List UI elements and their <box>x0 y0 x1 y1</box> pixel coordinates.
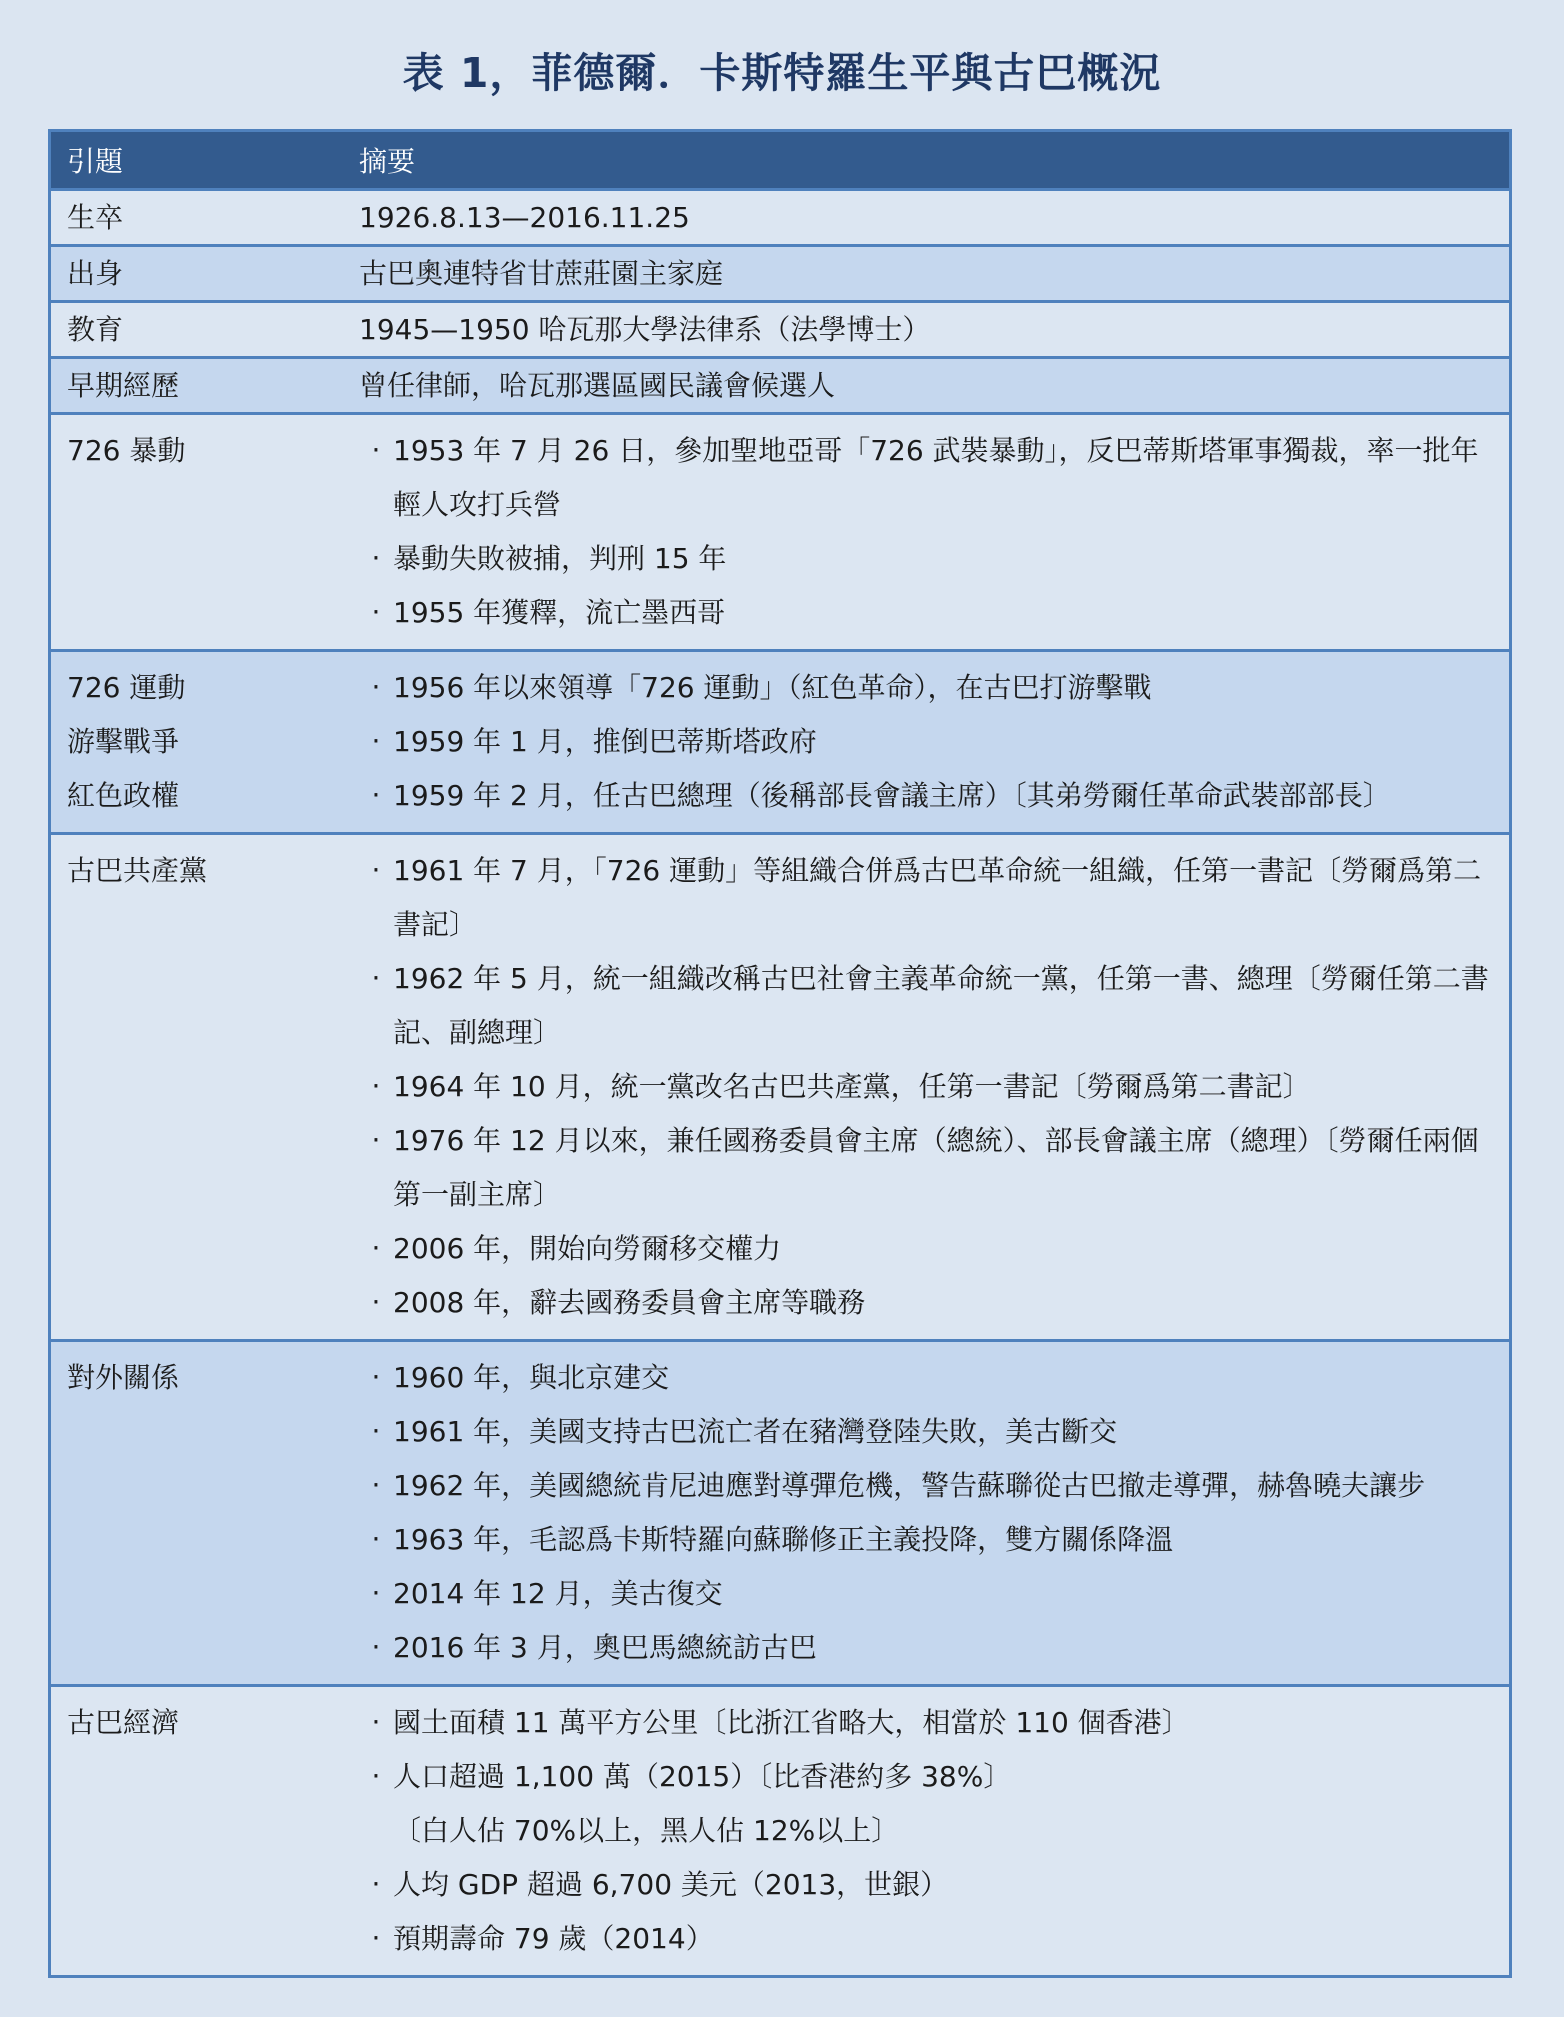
bullet-dot: ‧ <box>371 596 381 629</box>
bullet-dot: ‧ <box>371 1760 381 1793</box>
bullet-item: ‧ 1960 年，與北京建交 <box>359 1351 1495 1405</box>
bullet-item: ‧ 1955 年獲釋，流亡墨西哥 <box>359 586 1495 640</box>
bullet-item: ‧ 2014 年 12 月，美古復交 <box>359 1567 1495 1621</box>
row-topic <box>51 415 359 649</box>
row-topic: 生卒 <box>67 201 124 234</box>
row-summary: 1926.8.13—2016.11.25 <box>359 201 690 234</box>
row-topic <box>51 1342 359 1684</box>
table-row <box>51 188 1509 244</box>
bullet-item: ‧ 1961 年，美國支持古巴流亡者在豬灣登陸失敗，美古斷交 <box>359 1405 1495 1459</box>
header-topic: 引題 <box>67 145 124 178</box>
bullet-dot: ‧ <box>371 1577 381 1610</box>
bullet-item: ‧ 2016 年 3 月，奧巴馬總統訪古巴 <box>359 1621 1495 1675</box>
table-row <box>51 1684 1509 1975</box>
bullet-dot: ‧ <box>371 1124 381 1157</box>
row-summary: 古巴奧連特省甘蔗莊園主家庭 <box>359 257 724 290</box>
topic-line: 對外關係 <box>67 1361 180 1394</box>
bullet-dot: ‧ <box>371 1523 381 1556</box>
bullet-item: ‧ 2008 年，辭去國務委員會主席等職務 <box>359 1276 1495 1330</box>
topic-line: 726 運動 <box>67 671 186 704</box>
row-summary: 1945—1950 哈瓦那大學法律系（法學博士） <box>359 313 931 346</box>
bullet-item: ‧ 1959 年 2 月，任古巴總理（後稱部長會議主席）〔其弟勞爾任革命武裝部部長〕 <box>359 769 1495 823</box>
bullet-item: ‧ 1963 年，毛認爲卡斯特羅向蘇聯修正主義投降，雙方關係降溫 <box>359 1513 1495 1567</box>
table-row <box>51 1339 1509 1684</box>
bullet-item: ‧ 國土面積 11 萬平方公里〔比浙江省略大，相當於 110 個香港〕 <box>359 1696 1495 1750</box>
bullet-dot: ‧ <box>371 1232 381 1265</box>
table-header <box>51 132 1509 188</box>
bullet-dot: ‧ <box>371 434 381 467</box>
row-summary <box>359 835 1509 1339</box>
bullet-dot: ‧ <box>371 779 381 812</box>
bullet-item: ‧ 暴動失敗被捕，判刑 15 年 <box>359 532 1495 586</box>
table-row <box>51 412 1509 649</box>
row-topic <box>51 1687 359 1975</box>
bullet-dot: ‧ <box>371 1070 381 1103</box>
table-row <box>51 649 1509 832</box>
bullet-dot: ‧ <box>371 854 381 887</box>
row-summary <box>359 415 1509 649</box>
bullet-dot: ‧ <box>371 1361 381 1394</box>
row-topic: 教育 <box>67 313 124 346</box>
bullet-dot: ‧ <box>371 1286 381 1319</box>
bullet-dot: ‧ <box>371 542 381 575</box>
bullet-continuation: 〔白人佔 70%以上，黑人佔 12%以上〕 <box>393 1814 900 1847</box>
bullet-item: ‧ 預期壽命 79 歲（2014） <box>359 1912 1495 1966</box>
bullet-item: ‧ 1976 年 12 月以來，兼任國務委員會主席（總統）、部長會議主席（總理）〔勞爾任兩個第一副主席〕 <box>359 1114 1495 1222</box>
bullet-dot: ‧ <box>371 725 381 758</box>
bullet-dot: ‧ <box>371 1706 381 1739</box>
row-summary <box>359 652 1509 832</box>
page-title: 表 1，菲德爾．卡斯特羅生平與古巴概況 <box>402 49 1162 97</box>
row-summary <box>359 1687 1509 1975</box>
bullet-item: ‧ 1959 年 1 月，推倒巴蒂斯塔政府 <box>359 715 1495 769</box>
bullet-dot: ‧ <box>371 962 381 995</box>
topic-line: 古巴經濟 <box>67 1706 180 1739</box>
bullet-dot: ‧ <box>371 1415 381 1448</box>
bullet-item: ‧ 2006 年，開始向勞爾移交權力 <box>359 1222 1495 1276</box>
bullet-dot: ‧ <box>371 1631 381 1664</box>
bullet-item: ‧ 人口超過 1,100 萬（2015）〔比香港約多 38%〕 <box>359 1750 1495 1804</box>
table-row <box>51 356 1509 412</box>
bullet-item: ‧ 1953 年 7 月 26 日，參加聖地亞哥「726 武裝暴動」，反巴蒂斯塔軍事獨裁，率一批年輕人攻打兵營 <box>359 424 1495 532</box>
table-row <box>51 244 1509 300</box>
row-summary: 曾任律師，哈瓦那選區國民議會候選人 <box>359 369 836 402</box>
row-topic: 出身 <box>67 257 124 290</box>
bullet-dot: ‧ <box>371 1469 381 1502</box>
row-topic: 早期經歷 <box>67 369 180 402</box>
row-topic <box>51 835 359 1339</box>
table-row <box>51 300 1509 356</box>
topic-line: 726 暴動 <box>67 434 186 467</box>
header-summary: 摘要 <box>359 145 416 178</box>
bullet-dot: ‧ <box>371 1868 381 1901</box>
table-row <box>51 832 1509 1339</box>
row-topic <box>51 652 359 832</box>
bullet-item: ‧ 1956 年以來領導「726 運動」（紅色革命），在古巴打游擊戰 <box>359 661 1495 715</box>
bullet-item: ‧ 1962 年 5 月，統一組織改稱古巴社會主義革命統一黨，任第一書、總理〔勞爾任第二書記、副總理〕 <box>359 952 1495 1060</box>
row-summary <box>359 1342 1509 1684</box>
topic-line: 游擊戰爭 <box>67 725 180 758</box>
summary-table <box>48 129 1512 1978</box>
bullet-dot: ‧ <box>371 1922 381 1955</box>
bullet-item: ‧ 人均 GDP 超過 6,700 美元（2013，世銀） <box>359 1858 1495 1912</box>
topic-line: 紅色政權 <box>67 779 180 812</box>
bullet-item: ‧ 1962 年，美國總統肯尼迪應對導彈危機，警告蘇聯從古巴撤走導彈，赫魯曉夫讓步 <box>359 1459 1495 1513</box>
bullet-item: ‧ 1961 年 7 月，「726 運動」等組織合併爲古巴革命統一組織，任第一書記〔勞爾爲第二書記〕 <box>359 844 1495 952</box>
topic-line: 古巴共產黨 <box>67 854 208 887</box>
bullet-dot: ‧ <box>371 671 381 704</box>
bullet-item: ‧ 1964 年 10 月，統一黨改名古巴共產黨，任第一書記〔勞爾爲第二書記〕 <box>359 1060 1495 1114</box>
